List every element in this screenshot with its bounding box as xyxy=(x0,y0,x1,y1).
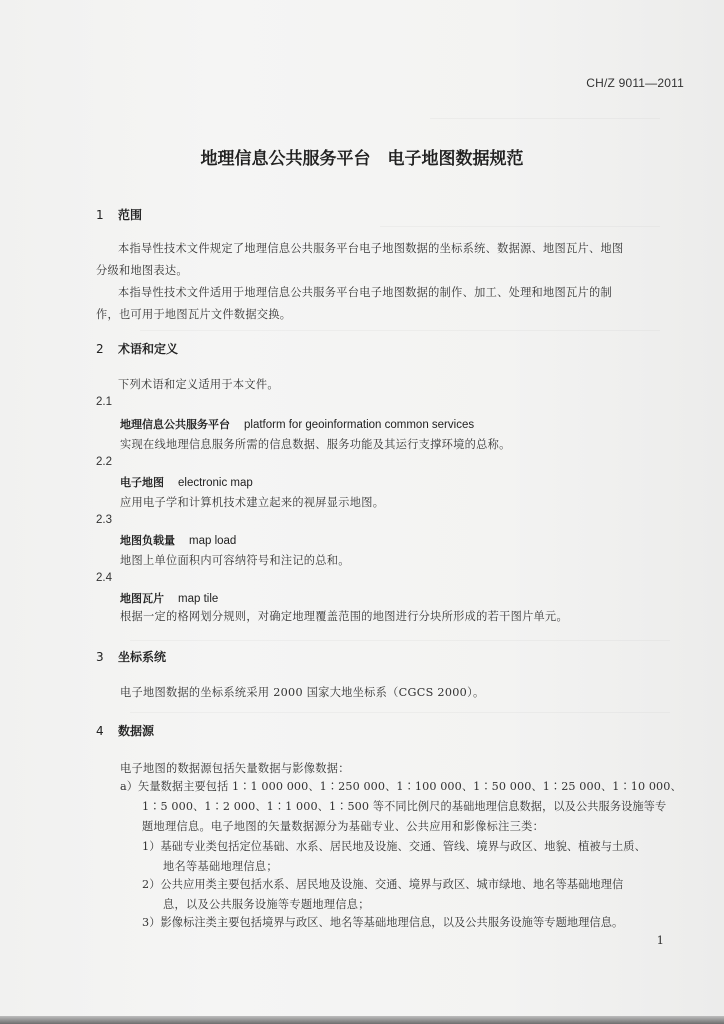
term-english: electronic map xyxy=(178,477,253,489)
paragraph-line: 下列术语和定义适用于本文件。 xyxy=(118,378,279,391)
section-title: 数据源 xyxy=(118,724,155,738)
section-number: 1 xyxy=(96,208,104,222)
bleed-through-line xyxy=(380,226,660,227)
term-entry xyxy=(120,416,474,432)
page-number: 1 xyxy=(656,933,664,947)
section-2-heading xyxy=(96,340,178,357)
section-number: 2 xyxy=(96,342,104,356)
bleed-through-line xyxy=(130,712,670,713)
term-entry xyxy=(120,474,253,490)
clause-number: 2.1 xyxy=(96,396,112,408)
bleed-through-line xyxy=(130,640,670,641)
document-title: 地理信息公共服务平台 电子地图数据规范 xyxy=(200,149,524,169)
term-english: map load xyxy=(189,535,237,547)
clause-number: 2.2 xyxy=(96,456,112,468)
document-number: CH/Z 9011—2011 xyxy=(586,76,684,90)
section-4-heading xyxy=(96,722,154,739)
sub-list-item-2-continuation: 息，以及公共服务设施等专题地理信息； xyxy=(163,898,370,911)
sub-list-item-1-continuation: 地名等基础地理信息； xyxy=(163,860,278,873)
list-item-a-continuation: 题地理信息。电子地图的矢量数据源分为基础专业、公共应用和影像标注三类： xyxy=(142,820,545,833)
term-chinese: 电子地图 xyxy=(120,476,164,489)
paragraph-line: 电子地图数据的坐标系统采用 2000 国家大地坐标系（CGCS 2000）。 xyxy=(120,686,485,699)
term-english: platform for geoinformation common services xyxy=(244,419,475,431)
clause-number: 2.3 xyxy=(96,514,112,526)
section-title: 坐标系统 xyxy=(118,650,167,664)
scan-edge-shadow xyxy=(0,1016,724,1024)
paragraph-line: 分级和地图表达。 xyxy=(96,264,188,277)
section-number: 3 xyxy=(96,650,104,664)
term-entry xyxy=(120,590,218,606)
section-number: 4 xyxy=(96,724,104,738)
section-title: 范围 xyxy=(118,208,143,222)
paragraph-line: 本指导性技术文件规定了地理信息公共服务平台电子地图数据的坐标系统、数据源、地图瓦片、地图 xyxy=(118,242,624,255)
list-item-a: a）矢量数据主要包括 1∶1 000 000、1∶250 000、1∶100 000、1∶50 000、1∶25 000、1∶10 000、 xyxy=(120,780,682,793)
clause-number: 2.4 xyxy=(96,572,112,584)
term-chinese: 地理信息公共服务平台 xyxy=(120,418,230,431)
bleed-through-line xyxy=(140,330,660,331)
sub-list-item-1: 1）基础专业类包括定位基础、水系、居民地及设施、交通、管线、境界与政区、地貌、植被与土质、 xyxy=(142,840,646,853)
term-chinese: 地图负载量 xyxy=(120,534,175,547)
section-title: 术语和定义 xyxy=(118,342,179,356)
sub-list-item-2: 2）公共应用类主要包括水系、居民地及设施、交通、境界与政区、城市绿地、地名等基础地理信 xyxy=(142,878,624,891)
term-definition: 根据一定的格网划分规则，对确定地理覆盖范围的地图进行分块所形成的若干图片单元。 xyxy=(120,610,569,623)
term-definition: 应用电子学和计算机技术建立起来的视屏显示地图。 xyxy=(120,496,385,509)
section-3-heading xyxy=(96,648,166,665)
sub-list-item-3: 3）影像标注类主要包括境界与政区、地名等基础地理信息，以及公共服务设施等专题地理信息。 xyxy=(142,916,624,929)
bleed-through-line xyxy=(430,118,660,119)
term-definition: 实现在线地理信息服务所需的信息数据、服务功能及其运行支撑环境的总称。 xyxy=(120,438,511,451)
term-entry xyxy=(120,532,236,548)
paragraph-line: 本指导性技术文件适用于地理信息公共服务平台电子地图数据的制作、加工、处理和地图瓦片的制 xyxy=(118,286,612,299)
term-definition: 地图上单位面积内可容纳符号和注记的总和。 xyxy=(120,554,350,567)
list-item-a-continuation: 1∶5 000、1∶2 000、1∶1 000、1∶500 等不同比例尺的基础地理信息数据，以及公共服务设施等专 xyxy=(142,800,667,813)
term-english: map tile xyxy=(178,593,219,605)
term-chinese: 地图瓦片 xyxy=(120,592,164,605)
section-1-heading xyxy=(96,206,142,223)
paragraph-line: 电子地图的数据源包括矢量数据与影像数据： xyxy=(120,762,350,775)
paragraph-line: 作，也可用于地图瓦片文件数据交换。 xyxy=(96,308,292,321)
